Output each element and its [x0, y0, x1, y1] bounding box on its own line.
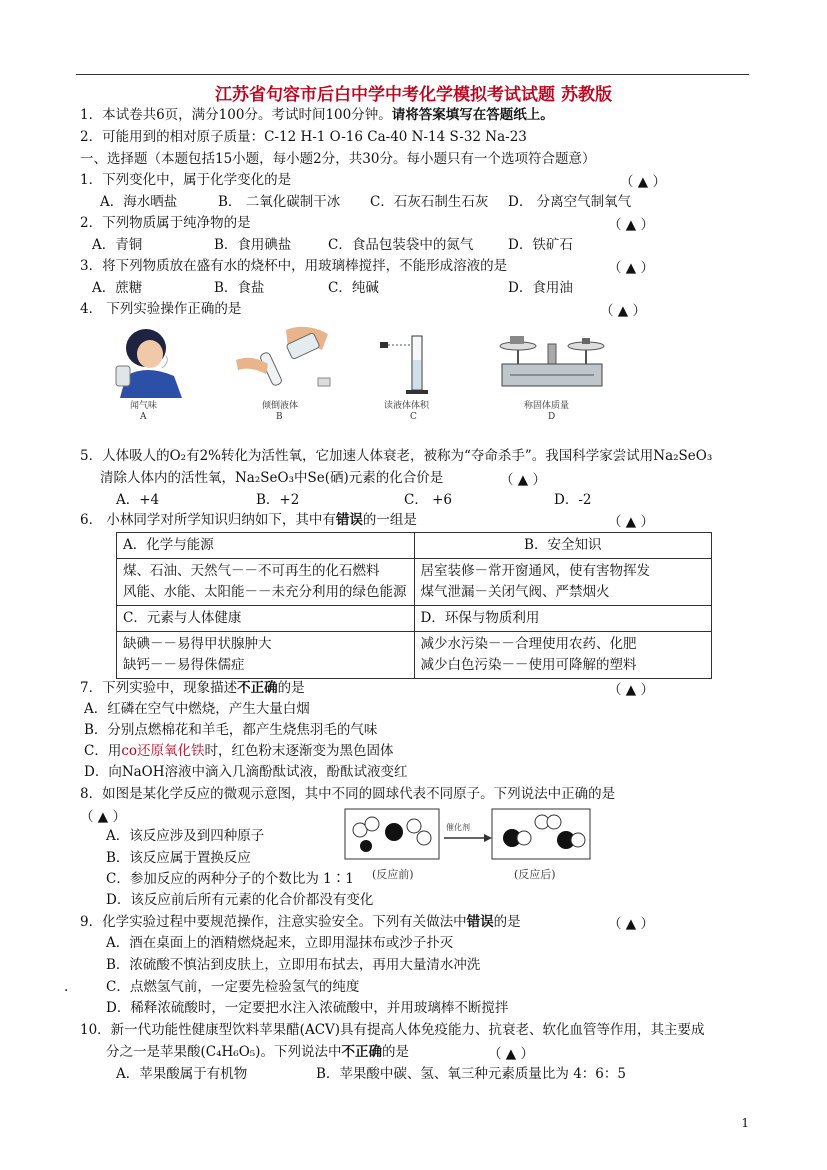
q1-answer-mark: （ ▲ ）	[620, 174, 666, 190]
q9-stem-post: 的是	[493, 914, 521, 930]
q7-option-c	[84, 741, 394, 761]
q1-stem: 1．下列变化中，属于化学变化的是	[80, 172, 292, 188]
q6-answer-mark: （ ▲ ）	[608, 514, 654, 530]
q5-option-a: A．+4	[116, 492, 160, 508]
q5-option-c: C． +6	[404, 492, 453, 508]
q9-option-c: C．点燃氢气前，一定要先检验氢气的纯度	[106, 979, 360, 995]
q5-option-d: D．-2	[554, 492, 592, 508]
q9-stem-bold: 错误	[466, 914, 494, 930]
q8-before-label: (反应前)	[372, 868, 414, 881]
note-1-bold: 请将答案填写在答题纸上。	[391, 107, 554, 123]
read-volume-illustration	[378, 334, 438, 398]
table-cell-a-content: 煤、石油、天然气－－不可再生的化石燃料 风能、水能、太阳能－－未充分利用的绿色能源	[117, 559, 415, 606]
q4-caption-d: 称固体质量	[524, 401, 570, 411]
q9-option-d: D．稀释浓硫酸时，一定要把水注入浓硫酸中，并用玻璃棒不断搅拌	[106, 1000, 509, 1016]
q6-stem-pre: 6． 小林同学对所学知识归纳如下，其中有	[80, 512, 336, 528]
q8-option-d: D．该反应前后所有元素的化合价都没有变化	[106, 892, 374, 908]
q9-option-b: B．浓硫酸不慎沾到皮肤上，立即用布拭去，再用大量清水冲洗	[106, 957, 481, 973]
q3-option-b: B．食盐	[214, 280, 265, 296]
q8-after-label: (反应后)	[514, 868, 556, 881]
q3-stem: 3．将下列物质放在盛有水的烧杯中，用玻璃棒搅拌，不能形成溶液的是	[80, 258, 508, 274]
table-cell-a-header: A．化学与能源	[117, 533, 415, 559]
note-2: 2．可能用到的相对原子质量：C-12 H-1 O-16 Ca-40 N-14 S-32 Na-23	[80, 129, 527, 145]
q7-option-a: A．红磷在空气中燃烧，产生大量白烟	[84, 701, 310, 717]
q4-caption-c: 读液体体积	[384, 401, 430, 411]
q4-caption-a: 闻气味	[130, 401, 158, 411]
q4-letter-a: A	[140, 412, 147, 422]
header-rule	[76, 74, 749, 75]
q3-option-d: D．食用油	[508, 280, 573, 296]
table-cell-d-content: 减少水污染－－合理使用农药、化肥 减少白色污染－－使用可降解的塑料	[414, 632, 712, 679]
q8-answer-mark: （ ▲ ）	[80, 809, 126, 825]
table-cell-b-content: 居室装修－常开窗通风，使有害物挥发 煤气泄漏－关闭气阀、严禁烟火	[414, 559, 712, 606]
q8-catalyst-label: 催化剂	[446, 823, 470, 832]
q4-letter-d: D	[548, 412, 556, 422]
q8-option-b: B．该反应属于置换反应	[106, 850, 251, 866]
reaction-diagram	[344, 808, 594, 862]
page-number: 1	[741, 1116, 749, 1130]
smell-gas-illustration	[112, 326, 192, 398]
q7-stem-bold: 不正确	[237, 680, 278, 696]
q9-stray-dot: .	[64, 979, 69, 995]
q8-stem: 8．如图是某化学反应的微观示意图，其中不同的圆球代表不同原子。下列说法中正确的是	[80, 786, 616, 802]
note-1	[80, 105, 554, 125]
q4-letter-b: B	[276, 412, 283, 422]
q7-stem	[80, 678, 305, 698]
q2-stem: 2．下列物质属于纯净物的是	[80, 215, 251, 231]
q9-option-a: A．酒在桌面上的酒精燃烧起来，立即用湿抹布或沙子扑灭	[106, 935, 454, 951]
table-cell-c-content: 缺碘－－易得甲状腺肿大 缺钙－－易得侏儒症	[117, 632, 415, 679]
q9-answer-mark: （ ▲ ）	[608, 916, 654, 932]
q10-option-b: B．苹果酸中碳、氢、氧三种元素质量比为 4：6：5	[316, 1066, 626, 1082]
q10-stem-bold: 不正确	[341, 1044, 382, 1060]
pour-liquid-illustration	[226, 320, 336, 396]
balance-illustration	[496, 334, 608, 396]
q10-stem-line2	[106, 1042, 409, 1062]
q2-option-b: B．食用碘盐	[214, 237, 292, 253]
q3-option-c: C．纯碱	[328, 280, 379, 296]
q9-stem	[80, 912, 521, 932]
q7-stem-post: 的是	[277, 680, 305, 696]
q7-option-c-post: 时，红色粉末逐渐变为黑色固体	[204, 743, 394, 759]
q7-option-b: B．分别点燃棉花和羊毛，都产生烧焦羽毛的气味	[84, 722, 378, 738]
q10-stem-line1: 10．新一代功能性健康型饮料苹果醋(ACV)具有提高人体免疫能力、抗衰老、软化血管等作用，其主要成	[80, 1022, 705, 1038]
q7-answer-mark: （ ▲ ）	[608, 682, 654, 698]
q2-option-a: A．青铜	[92, 237, 143, 253]
q4-letter-c: C	[410, 412, 417, 422]
q1-option-a: A．海水晒盐	[100, 194, 178, 210]
q7-stem-pre: 7．下列实验中，现象描述	[80, 680, 238, 696]
q7-option-c-highlight: co还原氧化铁	[121, 743, 205, 759]
q5-option-b: B．+2	[256, 492, 300, 508]
table-row	[117, 559, 712, 606]
q6-stem-post: 的一组是	[362, 512, 417, 528]
q6-stem-bold: 错误	[335, 512, 363, 528]
q8-option-a: A．该反应涉及到四种原子	[106, 828, 265, 844]
q3-answer-mark: （ ▲ ）	[608, 260, 654, 276]
note-1-text: 1．本试卷共6页，满分100分。考试时间100分钟。	[80, 107, 392, 123]
q4-answer-mark: （ ▲ ）	[600, 303, 646, 319]
q2-option-d: D．铁矿石	[508, 237, 573, 253]
q10-stem-pre: 分之一是苹果酸(C₄H₆O₅)。下列说法中	[106, 1044, 342, 1060]
section-heading: 一、选择题（本题包括15小题，每小题2分，共30分。每小题只有一个选项符合题意）	[80, 151, 596, 167]
q6-stem	[80, 510, 417, 530]
page-title: 江苏省句容市后白中学中考化学模拟考试试题 苏教版	[215, 85, 612, 105]
q10-answer-mark: （ ▲ ）	[488, 1046, 534, 1062]
q7-option-c-pre: C．用	[84, 743, 122, 759]
q10-stem-post: 的是	[381, 1044, 409, 1060]
table-row	[117, 606, 712, 632]
q4-stem: 4． 下列实验操作正确的是	[80, 301, 242, 317]
q5-answer-mark: （ ▲ ）	[500, 472, 546, 488]
table-cell-b-header: B．安全知识	[414, 533, 712, 559]
table-cell-c-header: C．元素与人体健康	[117, 606, 415, 632]
table-row	[117, 632, 712, 679]
q8-option-c: C．参加反应的两种分子的个数比为 1∶1	[106, 871, 354, 887]
q5-stem-line1: 5．人体吸人的O₂有2%转化为活性氧，它加速人体衰老，被称为“夺命杀手”。我国科学家尝试用Na₂SeO₃	[80, 448, 713, 464]
q4-caption-b: 倾倒液体	[262, 401, 299, 411]
q2-answer-mark: （ ▲ ）	[608, 217, 654, 233]
q7-option-d: D．向NaOH溶液中滴入几滴酚酞试液，酚酞试液变红	[84, 764, 408, 780]
q2-option-c: C．食品包装袋中的氮气	[328, 237, 474, 253]
q1-option-b: B． 二氧化碳制干冰	[218, 194, 341, 210]
q1-option-c: C．石灰石制生石灰	[370, 194, 489, 210]
table-row	[117, 533, 712, 559]
q6-knowledge-table	[116, 532, 712, 679]
q1-option-d: D． 分离空气制氧气	[508, 194, 632, 210]
q9-stem-pre: 9．化学实验过程中要规范操作，注意实验安全。下列有关做法中	[80, 914, 467, 930]
q3-option-a: A．蔗糖	[92, 280, 143, 296]
q10-option-a: A．苹果酸属于有机物	[116, 1066, 248, 1082]
q5-stem-line2: 清除人体内的活性氧，Na₂SeO₃中Se(硒)元素的化合价是	[100, 470, 444, 486]
table-cell-d-header: D．环保与物质利用	[414, 606, 712, 632]
